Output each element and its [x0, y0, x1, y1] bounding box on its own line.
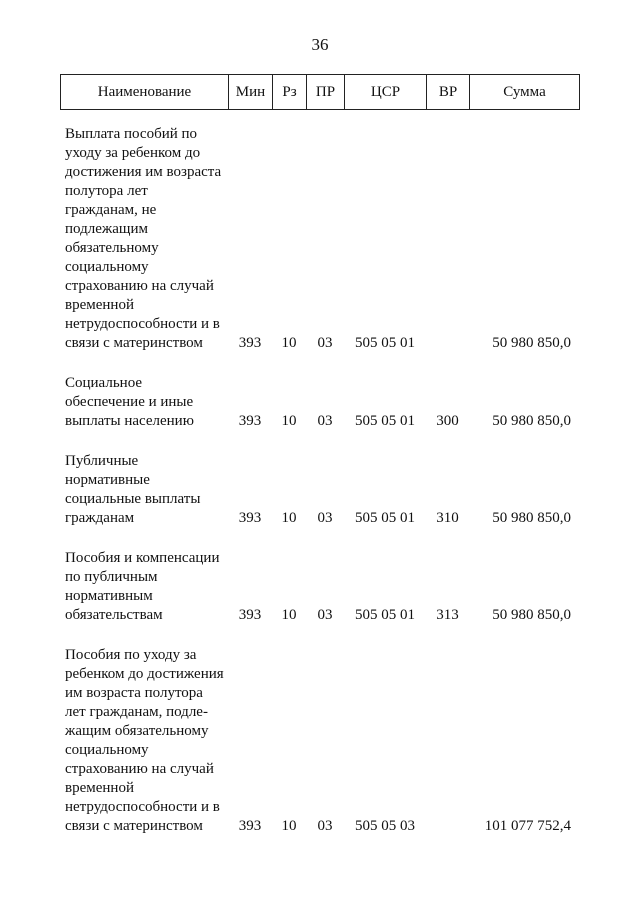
row-min: 393: [238, 607, 262, 623]
header-sum: Сумма: [470, 75, 580, 110]
row-sum: 50 980 850,0: [492, 607, 571, 623]
row-name: Публичные нормативные социальные выплаты гражданам: [65, 453, 201, 526]
row-rz: 10: [281, 510, 297, 526]
row-sum: 50 980 850,0: [492, 510, 571, 526]
row-spacer: [60, 353, 579, 374]
row-rz: 10: [281, 607, 297, 623]
row-name: Пособия и компенсации по публичным нормативным обязательствам: [65, 550, 220, 623]
row-name: Социальное обеспечение и иные выплаты населению: [65, 375, 194, 429]
row-csr: 505 05 01: [355, 607, 415, 623]
row-spacer: [60, 528, 579, 549]
row-csr: 505 05 01: [355, 335, 415, 351]
header-pr: ПР: [307, 75, 345, 110]
row-csr: 505 05 01: [355, 413, 415, 429]
row-spacer: [60, 625, 579, 646]
header-rz: Рз: [273, 75, 307, 110]
row-pr: 03: [317, 335, 333, 351]
row-sum: 101 077 752,4: [484, 818, 571, 834]
header-min: Мин: [229, 75, 273, 110]
table-row: [60, 646, 579, 836]
row-min: 393: [238, 510, 262, 526]
row-pr: 03: [317, 510, 333, 526]
row-pr: 03: [317, 818, 333, 834]
header-vr: ВР: [427, 75, 470, 110]
header-name: Наименование: [61, 75, 229, 110]
row-csr: 505 05 01: [355, 510, 415, 526]
row-pr: 03: [317, 607, 333, 623]
row-name: Пособия по уходу за ребенком до достижения им возраста полутора лет гражданам, подле-жащим обязательному социальному страхованию на случай временной нетрудоспособности и в связи с материнством: [65, 647, 224, 834]
header-csr: ЦСР: [345, 75, 427, 110]
row-vr: 313: [436, 607, 459, 623]
row-pr: 03: [317, 413, 333, 429]
row-sum: 50 980 850,0: [492, 335, 571, 351]
table-row: [60, 452, 579, 528]
table-row: [60, 125, 579, 353]
table-row: [60, 549, 579, 625]
row-rz: 10: [281, 335, 297, 351]
row-vr: [426, 646, 469, 836]
row-vr: 310: [436, 510, 459, 526]
row-min: 393: [238, 818, 262, 834]
table-header: [60, 74, 580, 110]
budget-table: [60, 125, 579, 836]
table-row: [60, 374, 579, 431]
row-name: Выплата пособий по уходу за ребенком до достижения им возраста полутора лет гражданам, не подлежащим обязательному социальному страхованию на случай временной нетрудоспособности и в связи с материнством: [65, 126, 222, 351]
row-spacer: [60, 431, 579, 452]
row-csr: 505 05 03: [355, 818, 415, 834]
row-min: 393: [238, 413, 262, 429]
row-rz: 10: [281, 818, 297, 834]
row-rz: 10: [281, 413, 297, 429]
page-number: 36: [311, 35, 329, 54]
row-sum: 50 980 850,0: [492, 413, 571, 429]
row-vr: 300: [436, 413, 459, 429]
row-min: 393: [238, 335, 262, 351]
row-vr: [426, 125, 469, 353]
